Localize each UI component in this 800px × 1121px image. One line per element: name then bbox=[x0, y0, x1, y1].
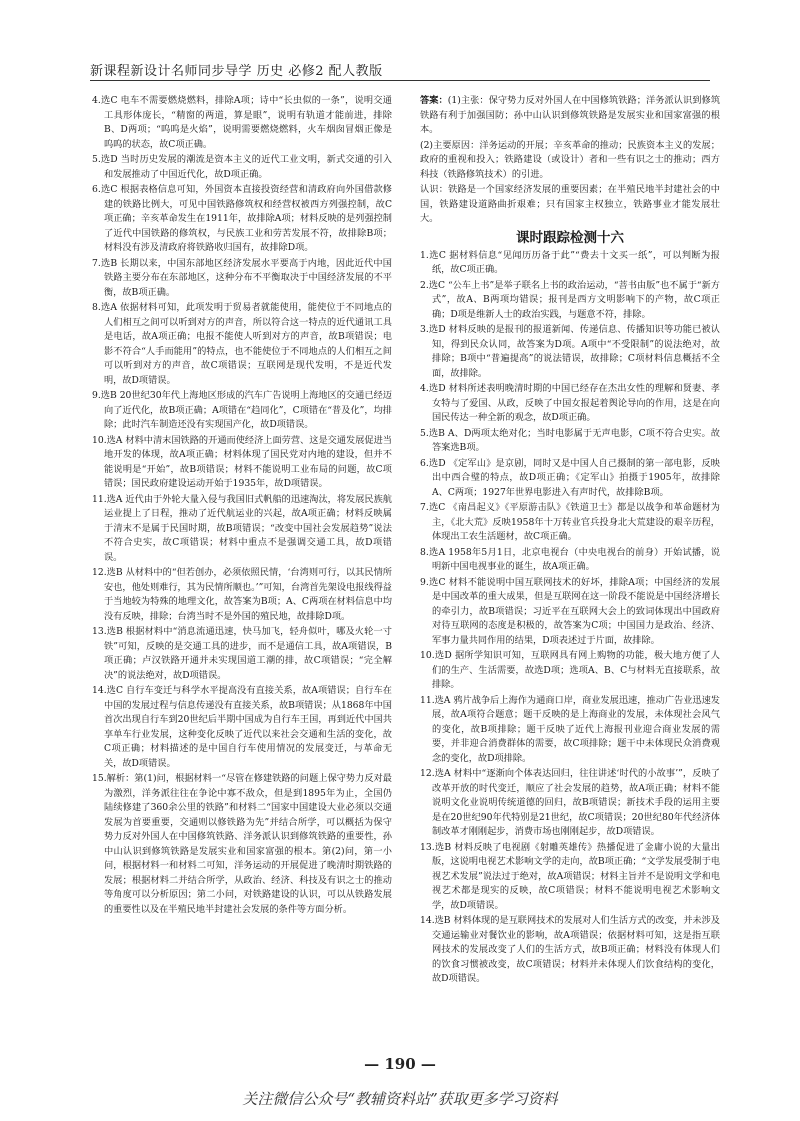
answer-item-r7: 7.选C 《南昌起义》《平原游击队》《铁道卫士》都是以战争和革命题材为主，《北大荒》反映1958年十万转业官兵投身北大荒建设的艰辛历程，体现出工农生活题材，故C项正确。 bbox=[420, 502, 720, 542]
answer-item-r5: 5.选B A、D两项太绝对化；当时电影属于无声电影，C项不符合史实。故答案选B项。 bbox=[420, 427, 720, 453]
answer-item-r6: 6.选D 《定军山》是京剧，同时又是中国人自己摄制的第一部电影，反映出中西合璧的特点，故D项正确；《定军山》拍摄于1905年，故排除A、C两项；1927年世界电影进入有声时代，故排除B项。 bbox=[420, 457, 720, 498]
answer-item-8: 8.选A 依据材料可知，此项发明于贸易者就能使用，能使位于不同地点的人们相互之间可以听到对方的声音，所以符合这一特点的近代通讯工具是电话，故A项正确；电报不能使人听到对方的声音，故B项错误；电影不符合“人手而能用”的特点，也不能使位于不同地点的人们相互之间可以听到对方的声音，故C项错误；互联网是现代发明，不是近代发明，故D项错误。 bbox=[92, 302, 392, 386]
answer-item-r4: 4.选D 材料所述表明晚清时期的中国已经存在杰出女性的理解和贤妻、孝女特与了爱国、从政，反映了中国女报起着舆论导向的作用，这是在向国民传达一种全新的观念，故D项正确。 bbox=[420, 383, 720, 423]
answer-item-r10: 10.选D 据所学知识可知，互联网具有网上购物的功能，极大地方便了人们的生产、生活需要，故选D项；选项A、B、C与材料无直接联系，故排除。 bbox=[420, 650, 720, 690]
answer-item-r12: 12.选A 材料中“逐渐向个体表达回归，往往讲述‘时代的小故事’”，反映了改革开放的时代变迁，顺应了社会发展的趋势，故A项正确；材料不能说明文化业说明传统道德的回归，故B项错误；新技术手段的运用主要是在20世纪90年代特别是21世纪，故C项错误；20世纪80年代经济体制改革才刚刚起步，消费市场也刚刚起步，故D项错误。 bbox=[420, 768, 720, 837]
answer-item-4: 4.选C 电车不需要燃烧燃料，排除A项；诗中“长虫似的一条”，说明交通工具形体庞长，“精窗的两道，算是眼”，说明有轨道才能前进，排除B、D两项；“呜呜是火焰”，说明需要燃烧燃料，火车烟囱冒烟正像是呜呜的状态，故C项正确。 bbox=[92, 95, 392, 150]
answer-item-5: 5.选D 当时历史发展的潮流是资本主义的近代工业文明，新式交通的引入和发展推动了中国近代化，故D项正确。 bbox=[92, 154, 392, 180]
answer-item-r2: 2.选C “公车上书”是举子联名上书的政治运动，“菩书由版”也不属于“新方式”，故A、B两项均错误；报刊是西方文明影响下的产物，故C项正确；D项是维新人士的政治实践，与题意不符，排除。 bbox=[420, 279, 720, 320]
answer-item-6: 6.选C 根据表格信息可知，外国资本直接投资经营和清政府向外国借款修建的铁路比例大，可见中国铁路修筑权和经营权被西方列强控制，故C项正确；辛亥革命发生在1911年，故排除A项；材料反映的是列强控制了近代中国铁路的修筑权，与民族工业和劳苦发展不符，故排除B项；材料没有涉及清政府将铁路收归国有，故排除D项。 bbox=[92, 184, 392, 253]
answer-item-r3: 3.选D 材料反映的是报刊的报道新闻、传递信息、传播知识等功能已被认知，得到民众认同，故答案为D项。A项中“不受限制”的说法绝对，故排除；B项中“普遍提高”的说法错误，故排除；C项材料信息概括不全面，故排除。 bbox=[420, 324, 720, 379]
answer-item-10: 10.选A 材料中清末国铁路的开通而使经济上面劳营、这是交通发展促进当地开发的体现，故A项正确；材料体现了国民党对内地的建设，但并不能说明是“开始”，故B项错误；材料不能说明工业布局的问题，故C项错误；国民政府建设运动开始于1935年，故D项错误。 bbox=[92, 434, 392, 489]
answer-text-2: (2)主要原因：洋务运动的开展；辛亥革命的推动；民族资本主义的发展；政府的重视和投入；铁路建设（或设计）者和一些有识之士的推动；西方科技（铁路修筑技术）的引进。 bbox=[420, 139, 720, 180]
answer-item-9: 9.选B 20世纪30年代上海地区形成的汽车广告说明上海地区的交通已经迈向了近代化，故B项正确；A项错在“趋同化”，C项错在“普及化”，均排除；此时汽车制造还没有实现国产化，故D项错误。 bbox=[92, 390, 392, 430]
answer-item-12: 12.选B 从材料中的“但若创办，必须依照民情，‘台湾则可行，以其民情所安也，他处则难行，其为民情所顺也。’”可知，台湾首先架设电报线得益于当地较为特殊的地理文化，故答案为B项；A、C两项在材料信息中均没有反映，排除；台湾当时不是外国的殖民地，故排除D项。 bbox=[92, 567, 392, 622]
left-column bbox=[92, 94, 392, 1044]
answer-block-1 bbox=[420, 94, 720, 138]
answer-item-r8: 8.选A 1958年5月1日，北京电视台（中央电视台的前身）开始试播，说明新中国电视事业的诞生，故A项正确。 bbox=[420, 546, 720, 572]
header-rule bbox=[90, 80, 710, 81]
page-number: — 190 — bbox=[364, 1055, 436, 1073]
running-header: 新课程新设计名师同步导学 历史 必修2 配人教版 bbox=[90, 64, 383, 79]
answer-item-r9: 9.选C 材料不能说明中国互联网技术的好坏，排除A项；中国经济的发展是中国改革的重大成果，但是互联网在这一阶段不能说是中国经济增长的牵引力，故B项错误；习近平在互联网大会上的致词体现出中国政府对待互联网的态度是积极的，故答案为C项；中国国力是政治、经济、军事力量共同作用的结果，D项表述过于片面，故排除。 bbox=[420, 576, 720, 646]
answer-text-3: 认识：铁路是一个国家经济发展的重要因素；在半殖民地半封建社会的中国，铁路建设道路曲折艰难；只有国家主权独立，铁路事业才能发展壮大。 bbox=[420, 184, 720, 224]
footer-note: 关注微信公众号“教辅资料站”获取更多学习资料 bbox=[242, 1090, 558, 1108]
answer-item-13: 13.选B 根据材料中“消息流通迅速，快马加飞，轻舟似叶，哪及火轮一寸铁”可知，反映的是交通工具的进步，而不是通信工具，故A项错误，B项正确；卢汉铁路开通并未实现国道工潮的排，故C项错误；“完全解决”的说法绝对，故D项错误。 bbox=[92, 626, 392, 681]
answer-item-r11: 11.选A 鸦片战争后上海作为通商口岸，商业发展迅速，推动广告业迅速发展，故A项符合题意；题干反映的是上海商业的发展，未体现社会风气的变化，故B项排除；题干反映了近代上海报刊业迎合商业发展的需要，并非迎合消费群体的需要，故C项排除；题干中未体现民众消费观念的变化，故D项排除。 bbox=[420, 694, 720, 764]
answer-label: 答案： bbox=[420, 95, 448, 106]
answer-item-r1: 1.选C 据材料信息“见闻历历备于此”“费去十文买一纸”，可以判断为报纸，故C项正确。 bbox=[420, 249, 720, 275]
answer-item-r13: 13.选B 材料反映了电视剧《射雕英雄传》热播促进了金庸小说的大量出版，这说明电视艺术影响文学的走向，故B项正确；“文学发展受制于电视艺术发展”说法过于绝对，故A项错误；材料主旨并不是说明文学和电视艺术都是现实的反映，故C项错误；材料不能说明电视艺术影响文学，故D项错误。 bbox=[420, 841, 720, 911]
section-title: 课时跟踪检测十六 bbox=[516, 229, 624, 246]
answer-text-1: (1)主张：保守势力反对外国人在中国修筑铁路；洋务派认识到修筑铁路有利于加强国防；孙中山认识到修筑铁路是发展实业和国家富强的根本。 bbox=[420, 95, 720, 135]
answer-item-14: 14.选C 自行车变迁与科学水平提高没有直接关系，故A项错误；自行车在中国的发展过程与信息传递没有直接关系，故B项错误；从1868年中国首次出现自行车到20世纪后半期中国成为自行车王国，再到近代中国共享单车行业发展，这种变化反映了近代以来社会交通和生活的变化，故C项正确；材料描述的是中国自行车使用情况的发展变迁，与革命无关，故D项错误。 bbox=[92, 685, 392, 769]
answer-item-11: 11.选A 近代由于外轮大量入侵与我国旧式帆船的迅速淘汰，将发展民族航运业提上了日程，推动了近代航运业的兴起，故A项正确；材料反映属于清末不是属于民国时期，故B项错误；“改变中国社会发展趋势”说法不符合史实，故C项错误；材料中重点不是强调交通工具，故D项错误。 bbox=[92, 493, 392, 563]
answer-item-7: 7.选B 长期以来，中国东部地区经济发展水平要高于内地，因此近代中国铁路主要分布在东部地区，这种分布不平衡取决于中国经济发展的不平衡，故B项正确。 bbox=[92, 257, 392, 298]
right-column bbox=[420, 94, 720, 1044]
answer-item-r14: 14.选B 材料体现的是互联网技术的发展对人们生活方式的改变，并未涉及交通运输业对餐饮业的影响，故A项错误；依据材料可知，这是指互联网技术的发展改变了人们的生活方式，故B项正确；材料没有体现人们的饮食习惯被改变，故C项错误；材料并未体现人们饮食结构的变化，故D项错误。 bbox=[420, 915, 720, 984]
answer-item-15: 15.解析：第(1)问，根据材料一“尽管在修建铁路的问题上保守势力反对最为激烈，洋务派往往在争论中寡不敌众，但是到1895年为止，全国仍陆续修建了360余公里的铁路”和材料二“国家中国建设大业必须以交通发展为首要重要，交通则以修铁路为先”并结合所学，可以概括为保守势力反对外国人在中国修筑铁路、洋务派认识到修筑铁路的重要性，孙中山认识到修筑铁路是发展实业和国家富强的根本。第(2)问，第一小问，根据材料一和材料二可知，洋务运动的开展促进了晚清时期铁路的发展；根据材料二并结合所学，从政治、经济、科技及有识之士的推动等角度可以分析原因；第二小问，对铁路建设的认识，可以从铁路发展的重要性以及在半殖民地半封建社会发展的条件等方面分析。 bbox=[92, 773, 392, 915]
